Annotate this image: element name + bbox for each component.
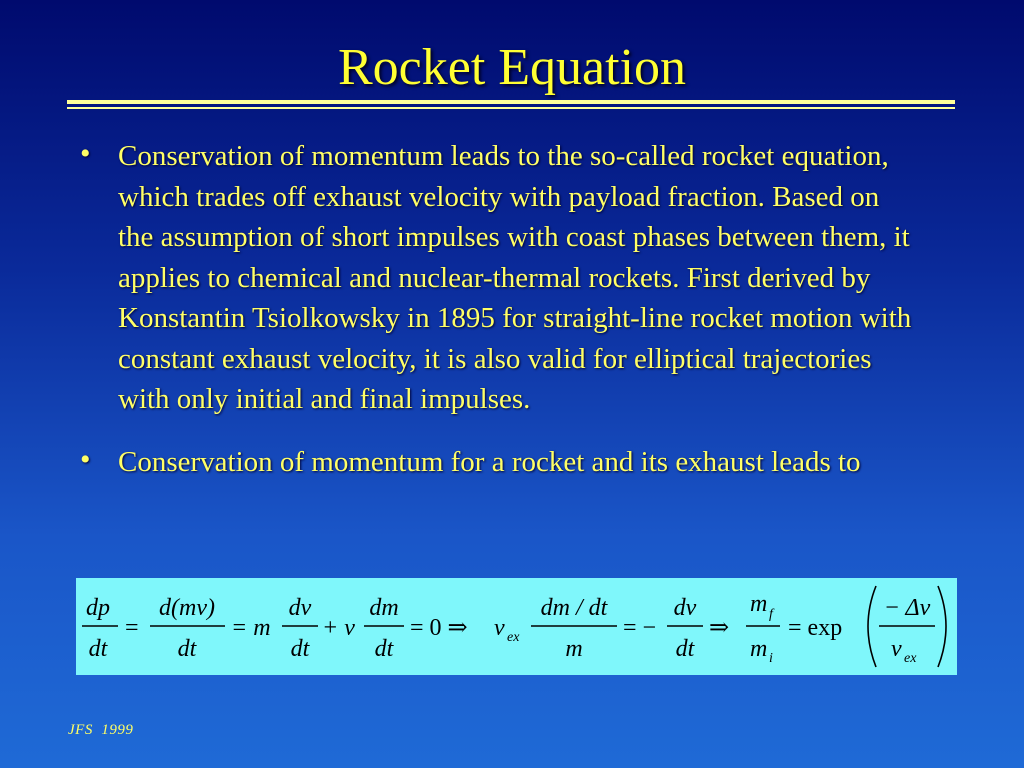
eq-dt: dt (374, 636, 394, 662)
eq-plus-v: + v (322, 615, 355, 641)
bullet-dot-icon: • (80, 137, 91, 170)
eq-equals-exp: = exp (788, 615, 843, 641)
bullet-item-2 (80, 442, 920, 483)
slide-title: Rocket Equation (337, 39, 687, 96)
eq-mi-sub: i (769, 651, 773, 666)
eq-mi-m: m (750, 636, 768, 662)
eq-dv: dv (288, 595, 312, 621)
eq-dt: dt (290, 636, 310, 662)
eq-vex-v: v (494, 615, 505, 641)
eq-right-paren (938, 586, 946, 667)
eq-dp: dp (86, 595, 110, 621)
eq-m: m (565, 636, 583, 662)
eq-dm-over-dt: dm / dt (540, 595, 608, 621)
eq-equals-m: = m (231, 615, 271, 641)
eq-equals: = (125, 615, 139, 641)
eq-equals-zero-implies: = 0 ⇒ (410, 615, 468, 641)
eq-dt: dt (88, 636, 108, 662)
eq-mf-m: m (750, 591, 768, 617)
bullet-list (80, 136, 920, 504)
rocket-equation (76, 578, 957, 675)
rocket-equation-box (76, 578, 957, 675)
eq-left-paren (868, 586, 876, 667)
eq-dv: dv (673, 595, 697, 621)
eq-minus-delta-v: − Δv (883, 595, 931, 621)
eq-dt: dt (675, 636, 695, 662)
eq-equals-minus: = − (623, 615, 657, 641)
eq-vex-sub: ex (507, 630, 520, 645)
bullet-item-1 (80, 136, 920, 420)
eq-vex-den-sub: ex (904, 651, 917, 666)
title-underline-thin (67, 107, 955, 109)
eq-implies: ⇒ (709, 615, 730, 641)
bullet-dot-icon: • (80, 442, 91, 476)
eq-dt: dt (177, 636, 197, 662)
bullet-text-1: Conservation of momentum leads to the so-called rocket equation, which trades off exhaust velocity with payload fraction. Based on the assumption of short impulses with coast phases between them, it applies to chemical and nuclear-thermal rockets. First derived by Konstantin Tsiolkowsky in 1895 for straight-line rocket motion with constant exhaust velocity, it is also valid for elliptical trajectories with only initial and final impulses. (118, 140, 912, 415)
eq-vex-den-v: v (891, 636, 902, 662)
eq-dm: dm (369, 595, 399, 621)
eq-mf-sub: f (769, 607, 773, 622)
bullet-text-2: Conservation of momentum for a rocket and its exhaust leads to (118, 445, 861, 478)
eq-dmv: d(mv) (159, 595, 215, 621)
title-underline-thick (67, 100, 955, 104)
footer-credit: JFS 1999 (68, 722, 134, 738)
